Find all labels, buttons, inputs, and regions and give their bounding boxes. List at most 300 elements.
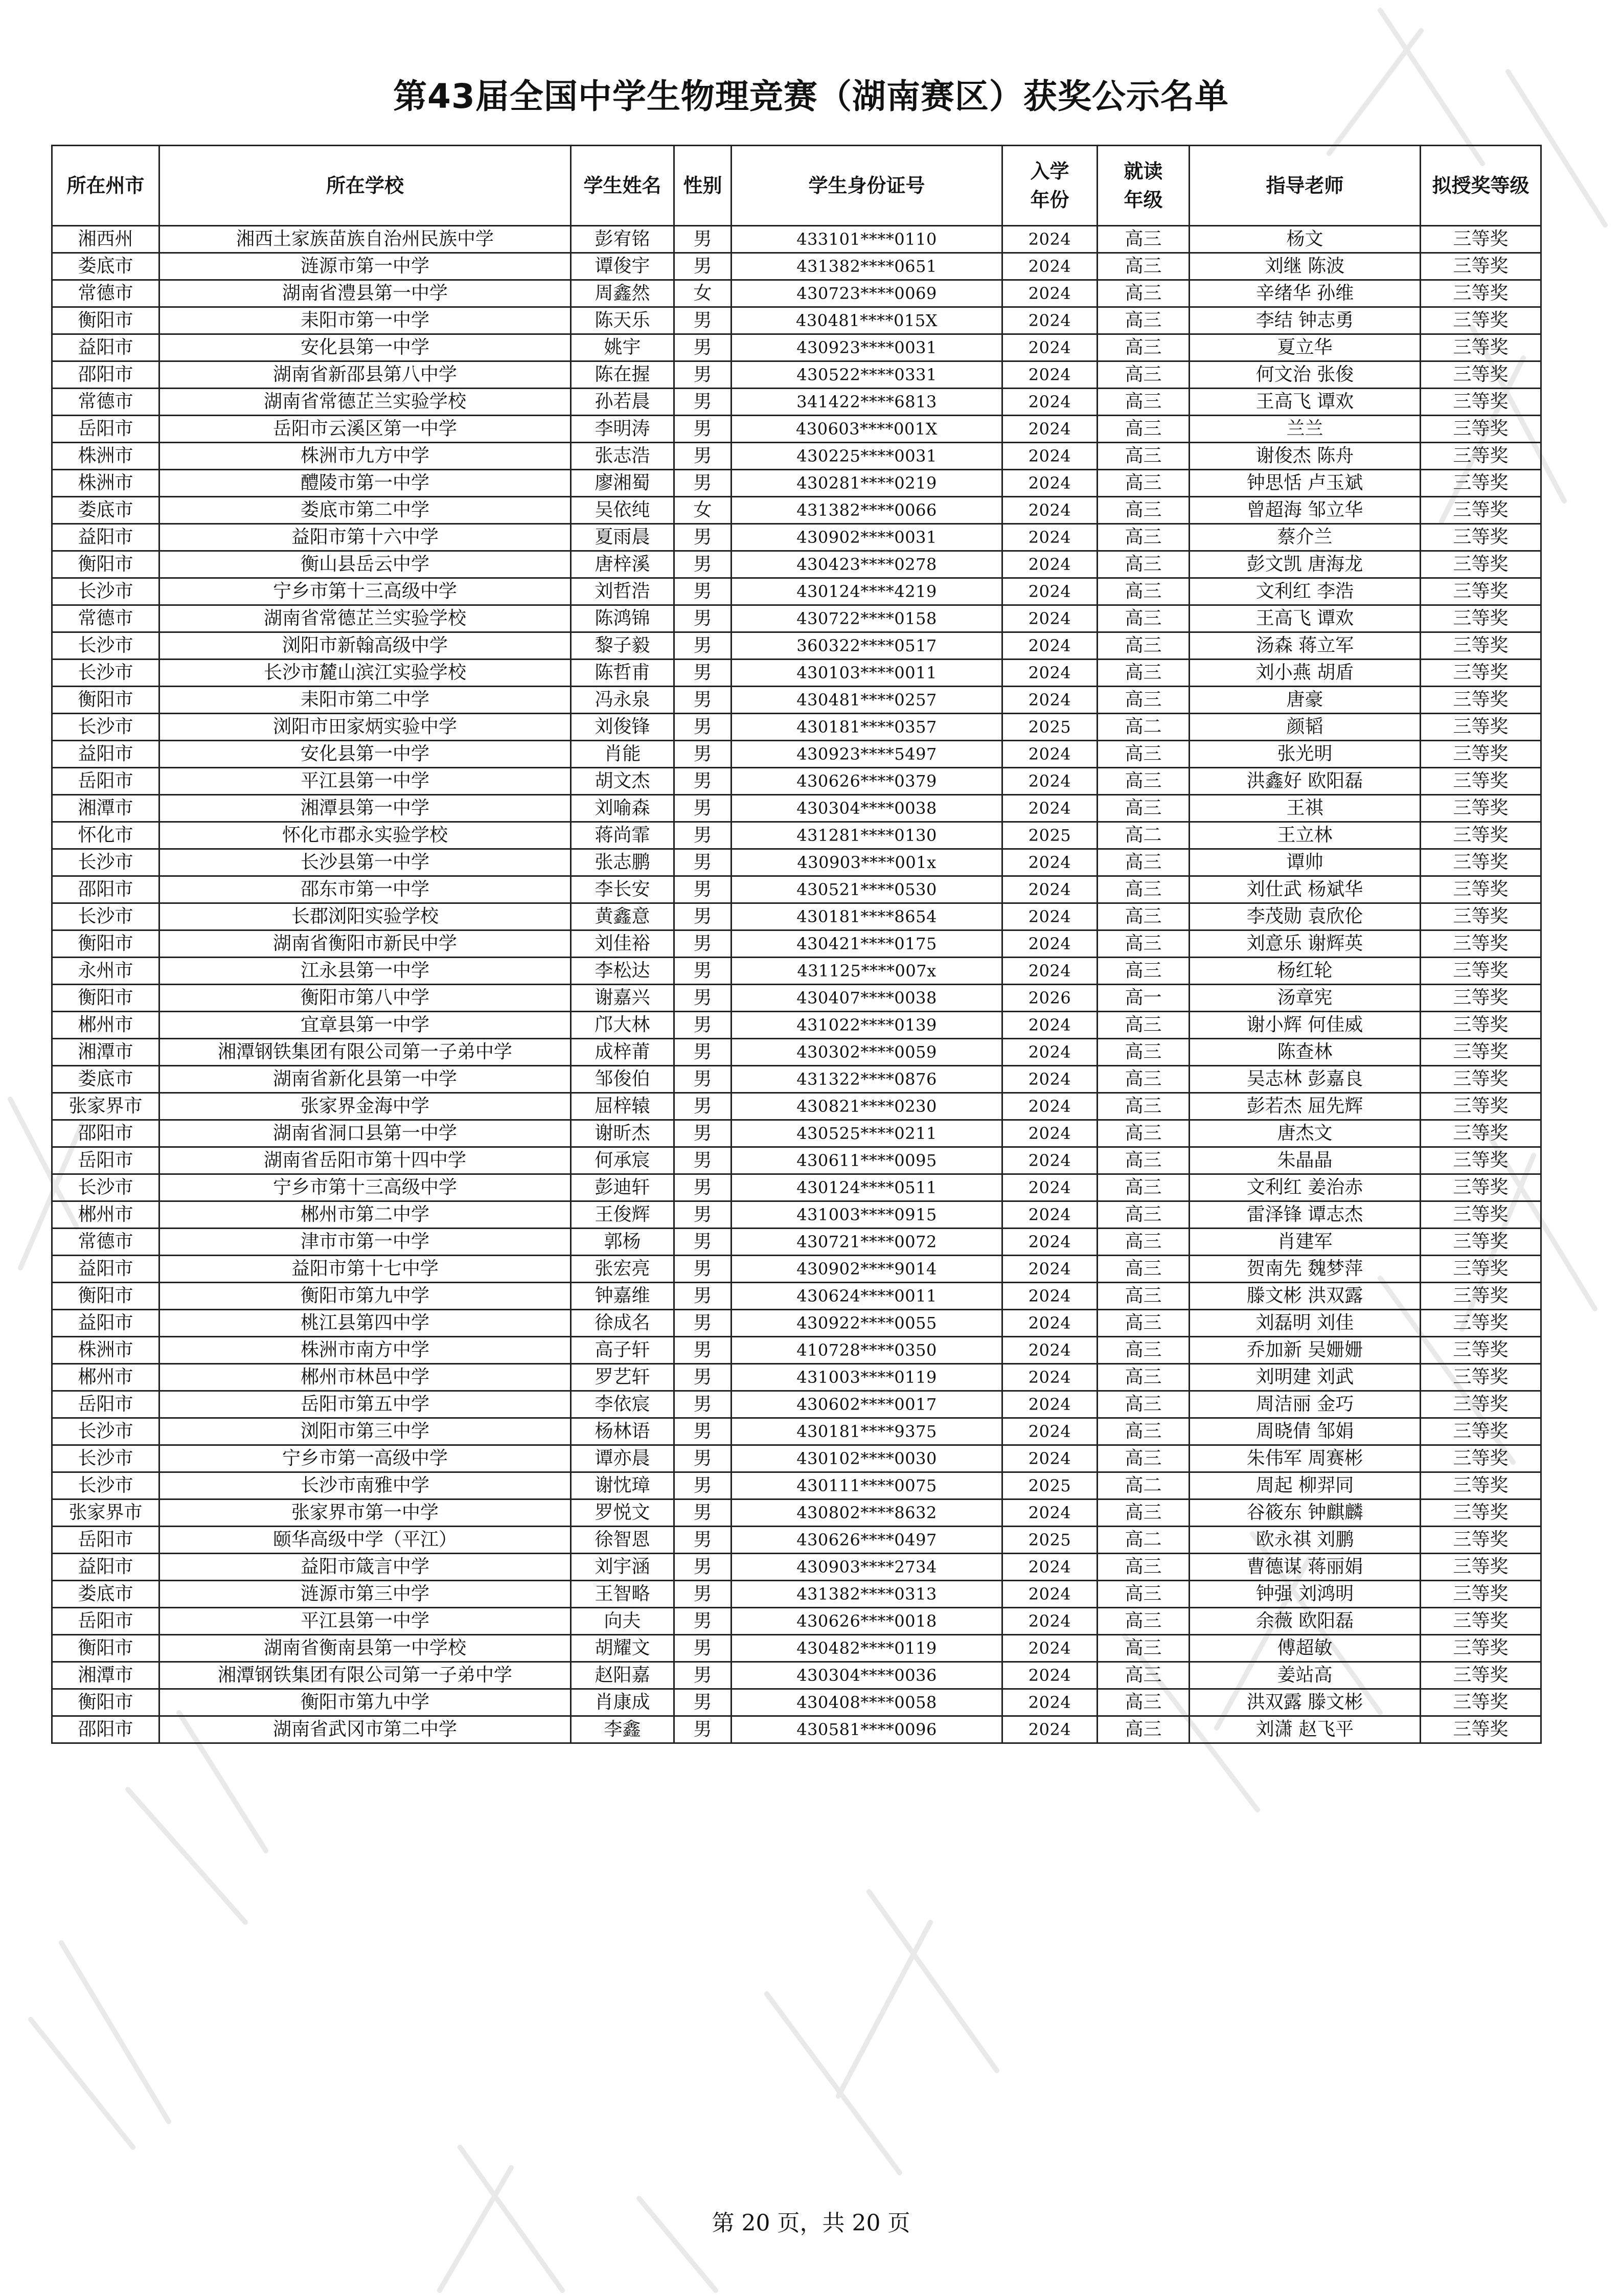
cell-city: 湘潭市 (52, 1662, 159, 1689)
cell-student-name: 黎子毅 (571, 632, 674, 660)
cell-advisor: 文利红 姜治赤 (1190, 1174, 1421, 1201)
cell-award-level: 三等奖 (1421, 660, 1541, 687)
cell-advisor: 欧永祺 刘鹏 (1190, 1527, 1421, 1554)
cell-gender: 男 (674, 958, 732, 985)
cell-award-level: 三等奖 (1421, 687, 1541, 714)
cell-enroll-year: 2024 (1002, 1581, 1098, 1608)
table-row (52, 822, 1541, 849)
table-row (52, 334, 1541, 361)
cell-gender: 男 (674, 551, 732, 578)
cell-city: 娄底市 (52, 1066, 159, 1093)
cell-enroll-year: 2024 (1002, 632, 1098, 660)
cell-advisor: 文利红 李浩 (1190, 578, 1421, 605)
cell-award-level: 三等奖 (1421, 632, 1541, 660)
cell-enroll-year: 2024 (1002, 1120, 1098, 1147)
table-row (52, 416, 1541, 443)
cell-grade: 高三 (1098, 849, 1190, 876)
cell-grade: 高三 (1098, 1066, 1190, 1093)
table-row (52, 768, 1541, 795)
cell-gender: 男 (674, 1147, 732, 1174)
cell-grade: 高二 (1098, 1472, 1190, 1499)
cell-award-level: 三等奖 (1421, 470, 1541, 497)
cell-school: 湖南省新化县第一中学 (159, 1066, 571, 1093)
cell-enroll-year: 2024 (1002, 1310, 1098, 1337)
cell-school: 岳阳市云溪区第一中学 (159, 416, 571, 443)
cell-student-id: 430525****0211 (732, 1120, 1002, 1147)
cell-school: 湖南省新邵县第八中学 (159, 361, 571, 389)
cell-school: 郴州市第二中学 (159, 1201, 571, 1229)
cell-gender: 男 (674, 1337, 732, 1364)
cell-school: 平江县第一中学 (159, 768, 571, 795)
cell-student-name: 向夫 (571, 1608, 674, 1635)
cell-gender: 男 (674, 876, 732, 903)
cell-advisor: 刘潇 赵飞平 (1190, 1716, 1421, 1743)
cell-school: 株洲市南方中学 (159, 1337, 571, 1364)
table-row (52, 1120, 1541, 1147)
cell-city: 湘潭市 (52, 795, 159, 822)
cell-award-level: 三等奖 (1421, 795, 1541, 822)
cell-city: 衡阳市 (52, 307, 159, 334)
cell-student-name: 刘喻森 (571, 795, 674, 822)
cell-school: 安化县第一中学 (159, 741, 571, 768)
cell-enroll-year: 2024 (1002, 1256, 1098, 1283)
cell-student-id: 430102****0030 (732, 1445, 1002, 1472)
cell-advisor: 洪鑫好 欧阳磊 (1190, 768, 1421, 795)
cell-student-id: 431322****0876 (732, 1066, 1002, 1093)
table-row (52, 551, 1541, 578)
cell-school: 浏阳市田家炳实验中学 (159, 714, 571, 741)
cell-city: 常德市 (52, 280, 159, 307)
cell-student-name: 陈在握 (571, 361, 674, 389)
cell-city: 湘潭市 (52, 1039, 159, 1066)
cell-student-name: 彭迪轩 (571, 1174, 674, 1201)
cell-city: 娄底市 (52, 497, 159, 524)
cell-school: 湖南省武冈市第二中学 (159, 1716, 571, 1743)
table-row (52, 714, 1541, 741)
cell-award-level: 三等奖 (1421, 1093, 1541, 1120)
cell-grade: 高三 (1098, 551, 1190, 578)
table-row (52, 849, 1541, 876)
cell-advisor: 谷筱东 钟麒麟 (1190, 1499, 1421, 1527)
cell-student-id: 430304****0036 (732, 1662, 1002, 1689)
cell-student-name: 屈梓辕 (571, 1093, 674, 1120)
cell-student-id: 430181****0357 (732, 714, 1002, 741)
cell-school: 长沙市麓山滨江实验学校 (159, 660, 571, 687)
cell-advisor: 朱晶晶 (1190, 1147, 1421, 1174)
cell-enroll-year: 2024 (1002, 1499, 1098, 1527)
cell-grade: 高三 (1098, 226, 1190, 253)
cell-school: 宜章县第一中学 (159, 1012, 571, 1039)
cell-student-name: 周鑫然 (571, 280, 674, 307)
cell-student-name: 蒋尚霏 (571, 822, 674, 849)
cell-grade: 高三 (1098, 497, 1190, 524)
cell-gender: 男 (674, 1174, 732, 1201)
cell-award-level: 三等奖 (1421, 958, 1541, 985)
cell-student-id: 360322****0517 (732, 632, 1002, 660)
cell-award-level: 三等奖 (1421, 1499, 1541, 1527)
cell-school: 桃江县第四中学 (159, 1310, 571, 1337)
cell-award-level: 三等奖 (1421, 1120, 1541, 1147)
cell-student-name: 谢忱璋 (571, 1472, 674, 1499)
table-row (52, 443, 1541, 470)
cell-enroll-year: 2024 (1002, 524, 1098, 551)
cell-student-name: 黄鑫意 (571, 903, 674, 930)
cell-student-id: 430522****0331 (732, 361, 1002, 389)
cell-enroll-year: 2024 (1002, 1662, 1098, 1689)
cell-advisor: 贺南先 魏梦萍 (1190, 1256, 1421, 1283)
cell-student-id: 431003****0915 (732, 1201, 1002, 1229)
cell-advisor: 雷泽锋 谭志杰 (1190, 1201, 1421, 1229)
cell-advisor: 钟强 刘鸿明 (1190, 1581, 1421, 1608)
cell-enroll-year: 2024 (1002, 687, 1098, 714)
cell-student-name: 钟嘉维 (571, 1283, 674, 1310)
cell-student-id: 430281****0219 (732, 470, 1002, 497)
cell-enroll-year: 2024 (1002, 1554, 1098, 1581)
cell-enroll-year: 2024 (1002, 416, 1098, 443)
cell-gender: 男 (674, 334, 732, 361)
cell-gender: 男 (674, 687, 732, 714)
cell-gender: 男 (674, 443, 732, 470)
cell-student-id: 431382****0313 (732, 1581, 1002, 1608)
cell-advisor: 刘继 陈波 (1190, 253, 1421, 280)
cell-award-level: 三等奖 (1421, 605, 1541, 632)
cell-city: 岳阳市 (52, 1391, 159, 1418)
cell-student-id: 430903****001x (732, 849, 1002, 876)
cell-city: 岳阳市 (52, 416, 159, 443)
cell-advisor: 刘明建 刘武 (1190, 1364, 1421, 1391)
cell-school: 怀化市郡永实验学校 (159, 822, 571, 849)
cell-gender: 男 (674, 1608, 732, 1635)
cell-grade: 高三 (1098, 632, 1190, 660)
cell-enroll-year: 2025 (1002, 822, 1098, 849)
cell-city: 长沙市 (52, 1418, 159, 1445)
cell-award-level: 三等奖 (1421, 1337, 1541, 1364)
cell-award-level: 三等奖 (1421, 361, 1541, 389)
cell-city: 衡阳市 (52, 985, 159, 1012)
cell-award-level: 三等奖 (1421, 714, 1541, 741)
table-row (52, 876, 1541, 903)
cell-school: 湖南省常德芷兰实验学校 (159, 389, 571, 416)
cell-award-level: 三等奖 (1421, 1635, 1541, 1662)
cell-enroll-year: 2024 (1002, 1012, 1098, 1039)
cell-award-level: 三等奖 (1421, 416, 1541, 443)
cell-student-id: 430722****0158 (732, 605, 1002, 632)
cell-student-id: 430626****0497 (732, 1527, 1002, 1554)
cell-award-level: 三等奖 (1421, 876, 1541, 903)
table-row (52, 632, 1541, 660)
cell-student-name: 姚宇 (571, 334, 674, 361)
cell-advisor: 洪双露 滕文彬 (1190, 1689, 1421, 1716)
cell-enroll-year: 2024 (1002, 1147, 1098, 1174)
cell-advisor: 刘小燕 胡盾 (1190, 660, 1421, 687)
cell-grade: 高三 (1098, 1716, 1190, 1743)
cell-student-id: 433101****0110 (732, 226, 1002, 253)
cell-student-name: 李鑫 (571, 1716, 674, 1743)
cell-student-name: 冯永泉 (571, 687, 674, 714)
cell-grade: 高三 (1098, 1310, 1190, 1337)
cell-gender: 男 (674, 1554, 732, 1581)
cell-school: 张家界金海中学 (159, 1093, 571, 1120)
cell-student-id: 431382****0651 (732, 253, 1002, 280)
cell-school: 浏阳市第三中学 (159, 1418, 571, 1445)
cell-school: 宁乡市第十三高级中学 (159, 578, 571, 605)
cell-student-id: 430626****0018 (732, 1608, 1002, 1635)
cell-gender: 男 (674, 714, 732, 741)
cell-advisor: 颜韬 (1190, 714, 1421, 741)
cell-advisor: 余薇 欧阳磊 (1190, 1608, 1421, 1635)
cell-enroll-year: 2024 (1002, 1093, 1098, 1120)
cell-school: 湘西土家族苗族自治州民族中学 (159, 226, 571, 253)
cell-gender: 男 (674, 1689, 732, 1716)
cell-gender: 男 (674, 903, 732, 930)
cell-grade: 高三 (1098, 1391, 1190, 1418)
table-row (52, 1256, 1541, 1283)
cell-school: 郴州市林邑中学 (159, 1364, 571, 1391)
cell-school: 邵东市第一中学 (159, 876, 571, 903)
cell-award-level: 三等奖 (1421, 1716, 1541, 1743)
cell-city: 郴州市 (52, 1364, 159, 1391)
cell-student-id: 430602****0017 (732, 1391, 1002, 1418)
cell-city: 衡阳市 (52, 930, 159, 958)
cell-student-id: 430902****9014 (732, 1256, 1002, 1283)
cell-school: 衡阳市第九中学 (159, 1283, 571, 1310)
table-row (52, 1554, 1541, 1581)
cell-city: 娄底市 (52, 1581, 159, 1608)
cell-enroll-year: 2024 (1002, 1716, 1098, 1743)
cell-award-level: 三等奖 (1421, 1174, 1541, 1201)
cell-gender: 男 (674, 1527, 732, 1554)
cell-school: 宁乡市第一高级中学 (159, 1445, 571, 1472)
cell-student-id: 430903****2734 (732, 1554, 1002, 1581)
header-grade: 就读 年级 (1098, 146, 1190, 226)
cell-gender: 女 (674, 280, 732, 307)
table-row (52, 497, 1541, 524)
cell-enroll-year: 2024 (1002, 1229, 1098, 1256)
cell-gender: 男 (674, 1256, 732, 1283)
cell-award-level: 三等奖 (1421, 497, 1541, 524)
cell-student-id: 430481****015X (732, 307, 1002, 334)
cell-student-id: 341422****6813 (732, 389, 1002, 416)
cell-gender: 男 (674, 389, 732, 416)
cell-award-level: 三等奖 (1421, 524, 1541, 551)
cell-advisor: 刘磊明 刘佳 (1190, 1310, 1421, 1337)
table-row (52, 389, 1541, 416)
cell-gender: 男 (674, 416, 732, 443)
cell-student-id: 431003****0119 (732, 1364, 1002, 1391)
cell-award-level: 三等奖 (1421, 930, 1541, 958)
table-row (52, 524, 1541, 551)
cell-school: 耒阳市第一中学 (159, 307, 571, 334)
cell-school: 宁乡市第十三高级中学 (159, 1174, 571, 1201)
cell-gender: 男 (674, 768, 732, 795)
cell-grade: 高三 (1098, 1256, 1190, 1283)
cell-grade: 高三 (1098, 1283, 1190, 1310)
cell-award-level: 三等奖 (1421, 1201, 1541, 1229)
cell-enroll-year: 2024 (1002, 605, 1098, 632)
cell-gender: 男 (674, 470, 732, 497)
cell-enroll-year: 2025 (1002, 714, 1098, 741)
cell-student-id: 430723****0069 (732, 280, 1002, 307)
table-row (52, 1174, 1541, 1201)
page-title: 第43届全国中学生物理竞赛（湖南赛区）获奖公示名单 (393, 77, 1229, 116)
cell-advisor: 钟思恬 卢玉斌 (1190, 470, 1421, 497)
cell-grade: 高三 (1098, 1635, 1190, 1662)
cell-grade: 高一 (1098, 985, 1190, 1012)
cell-city: 益阳市 (52, 524, 159, 551)
table-row (52, 1716, 1541, 1743)
table-row (52, 1391, 1541, 1418)
cell-grade: 高三 (1098, 930, 1190, 958)
table-row (52, 578, 1541, 605)
cell-grade: 高三 (1098, 1039, 1190, 1066)
cell-city: 长沙市 (52, 903, 159, 930)
table-row (52, 1147, 1541, 1174)
cell-student-name: 罗悦文 (571, 1499, 674, 1527)
cell-student-id: 430802****8632 (732, 1499, 1002, 1527)
table-row (52, 1229, 1541, 1256)
header-city: 所在州市 (52, 146, 159, 226)
cell-enroll-year: 2024 (1002, 334, 1098, 361)
cell-advisor: 周洁丽 金巧 (1190, 1391, 1421, 1418)
cell-school: 衡山县岳云中学 (159, 551, 571, 578)
table-row (52, 605, 1541, 632)
cell-student-name: 胡文杰 (571, 768, 674, 795)
cell-student-name: 高子轩 (571, 1337, 674, 1364)
cell-gender: 男 (674, 795, 732, 822)
cell-award-level: 三等奖 (1421, 253, 1541, 280)
cell-gender: 男 (674, 1120, 732, 1147)
cell-gender: 男 (674, 632, 732, 660)
cell-enroll-year: 2024 (1002, 361, 1098, 389)
cell-grade: 高三 (1098, 1229, 1190, 1256)
cell-city: 益阳市 (52, 334, 159, 361)
cell-grade: 高三 (1098, 1662, 1190, 1689)
cell-award-level: 三等奖 (1421, 1283, 1541, 1310)
cell-student-name: 孙若晨 (571, 389, 674, 416)
cell-grade: 高三 (1098, 443, 1190, 470)
cell-gender: 男 (674, 1445, 732, 1472)
cell-gender: 男 (674, 1201, 732, 1229)
cell-award-level: 三等奖 (1421, 1608, 1541, 1635)
cell-gender: 男 (674, 1012, 732, 1039)
cell-student-name: 李依宸 (571, 1391, 674, 1418)
cell-grade: 高三 (1098, 253, 1190, 280)
cell-grade: 高三 (1098, 795, 1190, 822)
cell-enroll-year: 2024 (1002, 1391, 1098, 1418)
cell-enroll-year: 2024 (1002, 1066, 1098, 1093)
cell-enroll-year: 2024 (1002, 1364, 1098, 1391)
cell-enroll-year: 2024 (1002, 1635, 1098, 1662)
table-row (52, 1499, 1541, 1527)
header-student-id: 学生身份证号 (732, 146, 1002, 226)
cell-gender: 男 (674, 361, 732, 389)
table-row (52, 1418, 1541, 1445)
cell-city: 邵阳市 (52, 361, 159, 389)
cell-grade: 高三 (1098, 768, 1190, 795)
header-student-name: 学生姓名 (571, 146, 674, 226)
cell-student-id: 410728****0350 (732, 1337, 1002, 1364)
cell-student-name: 张志浩 (571, 443, 674, 470)
cell-enroll-year: 2024 (1002, 1337, 1098, 1364)
cell-student-name: 刘俊锋 (571, 714, 674, 741)
cell-student-name: 陈鸿锦 (571, 605, 674, 632)
table-row (52, 1581, 1541, 1608)
cell-grade: 高三 (1098, 903, 1190, 930)
cell-advisor: 杨红轮 (1190, 958, 1421, 985)
cell-award-level: 三等奖 (1421, 334, 1541, 361)
cell-gender: 男 (674, 605, 732, 632)
cell-advisor: 兰兰 (1190, 416, 1421, 443)
table-row (52, 253, 1541, 280)
cell-advisor: 汤森 蒋立军 (1190, 632, 1421, 660)
cell-enroll-year: 2024 (1002, 903, 1098, 930)
cell-advisor: 傅超敏 (1190, 1635, 1421, 1662)
cell-advisor: 王高飞 谭欢 (1190, 605, 1421, 632)
table-row (52, 1364, 1541, 1391)
cell-student-id: 430902****0031 (732, 524, 1002, 551)
cell-advisor: 唐杰文 (1190, 1120, 1421, 1147)
cell-city: 衡阳市 (52, 551, 159, 578)
cell-grade: 高三 (1098, 1445, 1190, 1472)
cell-gender: 男 (674, 524, 732, 551)
cell-grade: 高三 (1098, 1174, 1190, 1201)
cell-school: 岳阳市第五中学 (159, 1391, 571, 1418)
table-row (52, 1283, 1541, 1310)
cell-grade: 高三 (1098, 470, 1190, 497)
cell-student-name: 陈天乐 (571, 307, 674, 334)
table-row (52, 958, 1541, 985)
cell-city: 常德市 (52, 1229, 159, 1256)
cell-school: 湘潭钢铁集团有限公司第一子弟中学 (159, 1662, 571, 1689)
cell-grade: 高三 (1098, 307, 1190, 334)
cell-award-level: 三等奖 (1421, 1527, 1541, 1554)
cell-student-id: 430581****0096 (732, 1716, 1002, 1743)
cell-enroll-year: 2024 (1002, 958, 1098, 985)
table-row (52, 226, 1541, 253)
cell-grade: 高三 (1098, 524, 1190, 551)
table-row (52, 1012, 1541, 1039)
cell-city: 株洲市 (52, 1337, 159, 1364)
cell-school: 江永县第一中学 (159, 958, 571, 985)
cell-gender: 男 (674, 1229, 732, 1256)
cell-gender: 男 (674, 1093, 732, 1120)
cell-gender: 男 (674, 1662, 732, 1689)
cell-student-name: 刘哲浩 (571, 578, 674, 605)
cell-city: 邵阳市 (52, 876, 159, 903)
cell-student-id: 430482****0119 (732, 1635, 1002, 1662)
cell-school: 益阳市第十七中学 (159, 1256, 571, 1283)
cell-school: 长沙县第一中学 (159, 849, 571, 876)
cell-student-name: 赵阳嘉 (571, 1662, 674, 1689)
cell-school: 湖南省洞口县第一中学 (159, 1120, 571, 1147)
cell-city: 长沙市 (52, 1445, 159, 1472)
cell-advisor: 杨文 (1190, 226, 1421, 253)
cell-advisor: 谢俊杰 陈舟 (1190, 443, 1421, 470)
header-school: 所在学校 (159, 146, 571, 226)
cell-advisor: 周起 柳羿同 (1190, 1472, 1421, 1499)
cell-grade: 高三 (1098, 1499, 1190, 1527)
cell-gender: 男 (674, 1635, 732, 1662)
cell-award-level: 三等奖 (1421, 822, 1541, 849)
cell-grade: 高二 (1098, 822, 1190, 849)
cell-student-name: 徐智恩 (571, 1527, 674, 1554)
cell-student-id: 430421****0175 (732, 930, 1002, 958)
cell-enroll-year: 2024 (1002, 1418, 1098, 1445)
cell-award-level: 三等奖 (1421, 1554, 1541, 1581)
cell-gender: 男 (674, 226, 732, 253)
cell-school: 涟源市第三中学 (159, 1581, 571, 1608)
cell-gender: 男 (674, 253, 732, 280)
